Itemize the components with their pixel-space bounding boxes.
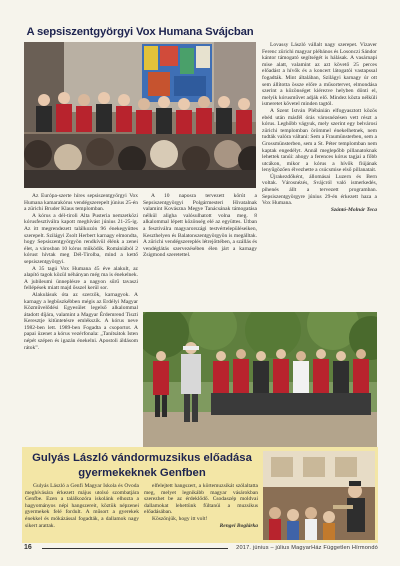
page-number: 16 <box>24 544 32 551</box>
choir-photo <box>24 42 256 188</box>
choir-outdoor-photo <box>143 312 377 447</box>
paragraph: Köszönjük, hogy itt volt! <box>152 515 208 522</box>
article2-title: Gulyás László vándormuzsikus előadása gyermekeknek Genfben <box>32 452 252 479</box>
paragraph: A 10 naposra tervezett körút a Sepsiszentgyörgyi Polgármesteri Hivatalnak valamint Kovászna Megye Tanácsának támogatása nélkül aligha valósulhatott volna meg. 8 alkalommal lépett közönség elé az együttes. Útban a fesztiválra magyarországi testvértelepüléseiken, Keszthelyen és Balatonszentgyörgyön is megálltak. A zürichi vendégszereplés létrejöttében, a szállás és vendéglátás szervezésében élen járt a karnagy Zsigmond szeretettel. <box>143 193 257 259</box>
paragraph: Alakulásuk óta az szerzők, karnagyok. A karnagy a legbüszkébben mégis az Erdélyi Magyar Közművelődési Egyesület legelső alkalommal átadott díjára, valamint a Magyar Érdemrend Tiszti Keresztje kitüntetésre emlékszik. A kórus neve 1982-ben lett. 1989-ben Fogadta a csoportot. A papai üzenet a kórus vezérfonala: „Tanítsátok Isten népét szépen és igazán énekelni. Apostoli áldásom rátok”. <box>24 291 138 351</box>
article1-column-b <box>143 193 257 285</box>
paragraph: Gulyás László a Genfi Magyar Iskola és Óvoda meghívására érkezett május utolsó szombatjára Genfbe. Ezen a találkozóra iskolánk elhozta a hagyományos népi hangszereit, köztük népzenei gyermekek felé fordult. A műsort a gyerekek énekkel és mókázással fogadták, a dallamok nagy sikert arattak. <box>25 483 139 529</box>
article1-signature: Szántó-Molnár Teca <box>330 206 377 213</box>
article1-column-c <box>262 42 377 308</box>
paragraph: elfelejtett hangszert, a körtemuzsikát szólaltatta meg, melyet legnikább magyar vásárokban szerezhet be az érdeklődő. Csodaszép moldvai dallamokat lehettünk fültanúi a muzsikus előadásában. <box>144 483 258 516</box>
article1-column-a <box>24 193 138 447</box>
paragraph: A Szent István Plébánián elfogyasztott közös ebéd után másfél órás városnézésen vett részt a kórus. Leghőbb vágyuk, mely szerint egy belvárosi zürichi templomban örömmel énekelhetnek, nem tudták valóra váltani: Sem a Fraumünsterben, sem a Grossmünsterben, sem a St. Péter templomban nem kaptak engedélyt. Annál meglepőbb pillanatoknak lehettek tanúi: ahogy a ferences kórus tagjai a főbb utcákon, mikor a kórus a hívők fiújának lenyűgözően élvezhette a csúcsmise első pillanatait. <box>262 107 377 174</box>
footer-label: 2017. június – július MagyarHáz Független Hírmondó <box>236 545 378 551</box>
page-footer <box>22 545 378 553</box>
paragraph: Az Európa-szerte híres sepsiszentgyörgyi Vox Humana kamarakórus vendégszerepelt június 25-én a zürichi Bruder Klaus templomban. <box>24 193 138 213</box>
paragraph: Lovassy László vállalt nagy szerepet. Vizaver Ferenc zürichi magyar plébános és Losonczi Sándor kántor támogató segítségét is hálásak. A vasárnapi mise alatt, valamint az azt követő 25 perces előadást a hívők és a koncert látogatói vastapssal fogadták. Mint általában, Szilágyi karnagy úr ott sem állította össze előre a műsortervet, elmondása szerint a közönséget kiérezve helyben dönti el, melyik kórusművet adják elő. Mindez közta nélküli ismeretet követel minden tagtól. <box>262 42 377 108</box>
article2-column-d <box>25 483 139 543</box>
musician-photo <box>263 451 375 540</box>
paragraph: A kórus a dél-tiroli Alta Pusteria nemzetközi kórusfesztiválra kapott meghívást június 21-25-ig. Az itt megrendezett találkozón 96 énekegyüttes szerepelt. Szilágyi Zsolt Herbert karnagy elmondta, hogy Sepsiszentgyörgyön rendkívül élénk a zenei élet, a városban 10 kórus működik. Romániából 2 kórust hívtak meg Dél-Tirolba, mind a kettő sepsiszentgyörgyi. <box>24 212 138 265</box>
article1-title: A sepsiszentgyörgyi Vox Humana Svájcban <box>26 26 254 38</box>
paragraph: Újrakezdőként, állomásai Luzern és Bern voltak. Városnézés, Svájcról való ismerkedés, pihenés állt a tervezett programban. Sepsiszentgyörgyre június 29-én érkezett haza a Vox Humana. <box>262 173 377 207</box>
paragraph: A 35 tagú Vox Humana 45 éve alakult, az alapító tagok közül néhányan még ma is énekelnek. A jubileumi ünneplésre a nagyon sűrű tavaszi fellépések miatt majd ősszel kerül sor. <box>24 265 138 292</box>
article2-signature: Rengei Boglárka <box>219 522 258 529</box>
article2-column-e <box>144 483 258 543</box>
footer-rule <box>42 548 228 549</box>
